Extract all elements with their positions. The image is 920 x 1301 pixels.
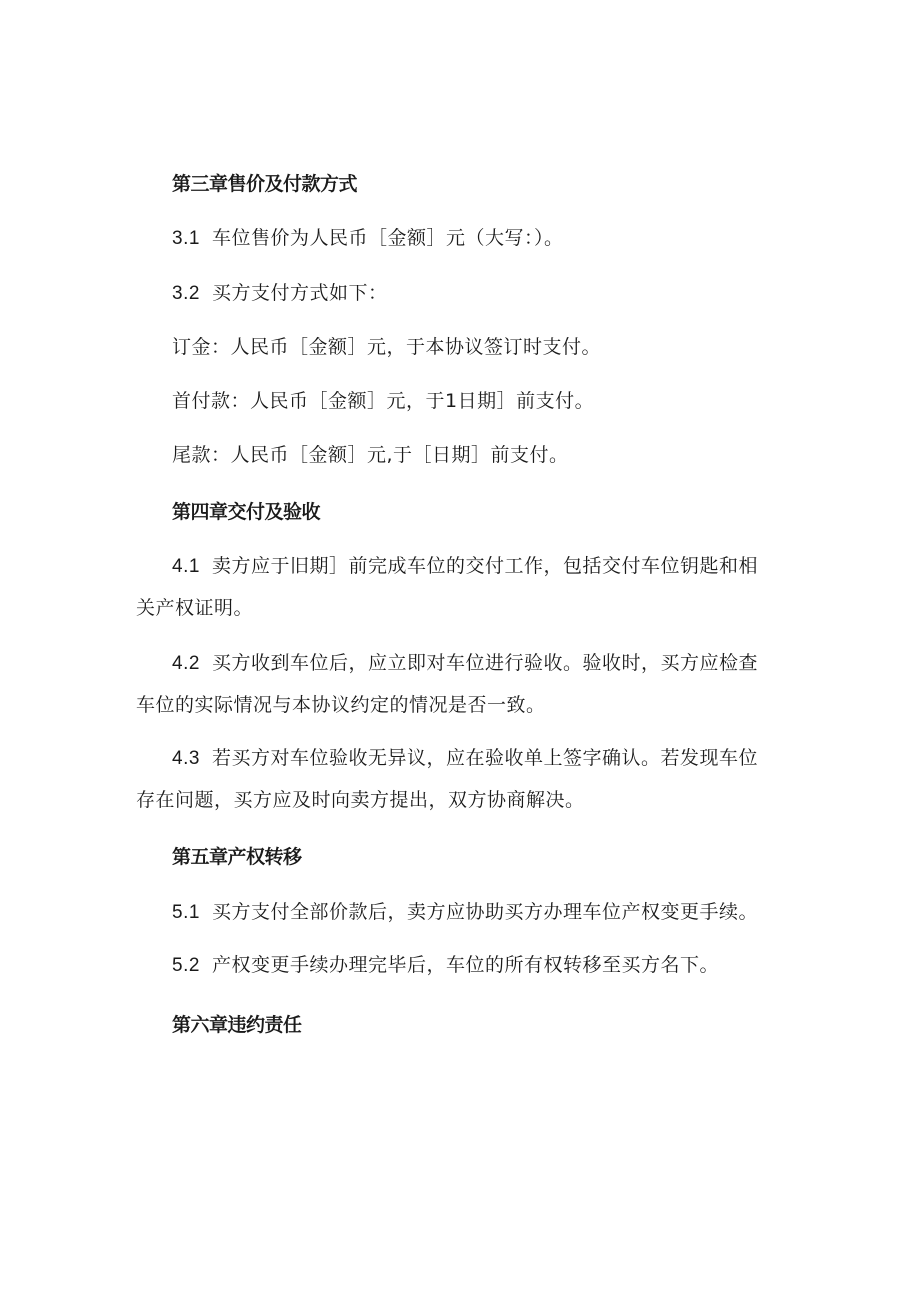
clause-number: 4.1 [172, 556, 200, 577]
down-payment-line: 首付款：人民币［金额］元，于1日期］前支付。 [172, 390, 595, 412]
clause-text: 买方支付方式如下： [212, 282, 388, 304]
clause-number: 5.2 [172, 955, 200, 976]
deposit-line: 订金：人民币［金额］元，于本协议签订时支付。 [172, 336, 602, 358]
clause-number: 3.2 [172, 283, 200, 304]
clause-4-1-continued: 关产权证明。 [136, 597, 254, 619]
chapter-4-heading: 第四章交付及验收 [172, 501, 321, 523]
clause-text: 买方支付全部价款后，卖方应协助买方办理车位产权变更手续。 [212, 901, 759, 923]
clause-3-2 [172, 281, 388, 306]
clause-4-2 [172, 651, 758, 676]
clause-5-2 [172, 953, 719, 978]
clause-3-1 [172, 226, 564, 251]
clause-5-1 [172, 900, 758, 925]
balance-line: 尾款：人民币［金额］元,于［日期］前支付。 [172, 444, 569, 466]
clause-text: 若买方对车位验收无异议，应在验收单上签字确认。若发现车位 [212, 747, 759, 769]
clause-number: 3.1 [172, 228, 200, 249]
clause-text: 卖方应于旧期］前完成车位的交付工作，包括交付车位钥匙和相 [212, 555, 759, 577]
clause-4-3-continued: 存在问题，买方应及时向卖方提出，双方协商解决。 [136, 789, 585, 811]
chapter-5-heading: 第五章产权转移 [172, 846, 302, 868]
clause-number: 4.3 [172, 748, 200, 769]
clause-number: 4.2 [172, 653, 200, 674]
clause-text: 产权变更手续办理完毕后，车位的所有权转移至买方名下。 [212, 954, 720, 976]
clause-4-1 [172, 554, 758, 579]
chapter-6-heading: 第六章违约责任 [172, 1014, 302, 1036]
clause-text: 车位售价为人民币［金额］元（大写：）。 [212, 227, 564, 249]
clause-4-2-continued: 车位的实际情况与本协议约定的情况是否一致。 [136, 694, 546, 716]
clause-4-3 [172, 746, 758, 771]
clause-number: 5.1 [172, 902, 200, 923]
chapter-3-heading: 第三章售价及付款方式 [172, 173, 358, 195]
clause-text: 买方收到车位后，应立即对车位进行验收。验收时，买方应检查 [212, 652, 759, 674]
